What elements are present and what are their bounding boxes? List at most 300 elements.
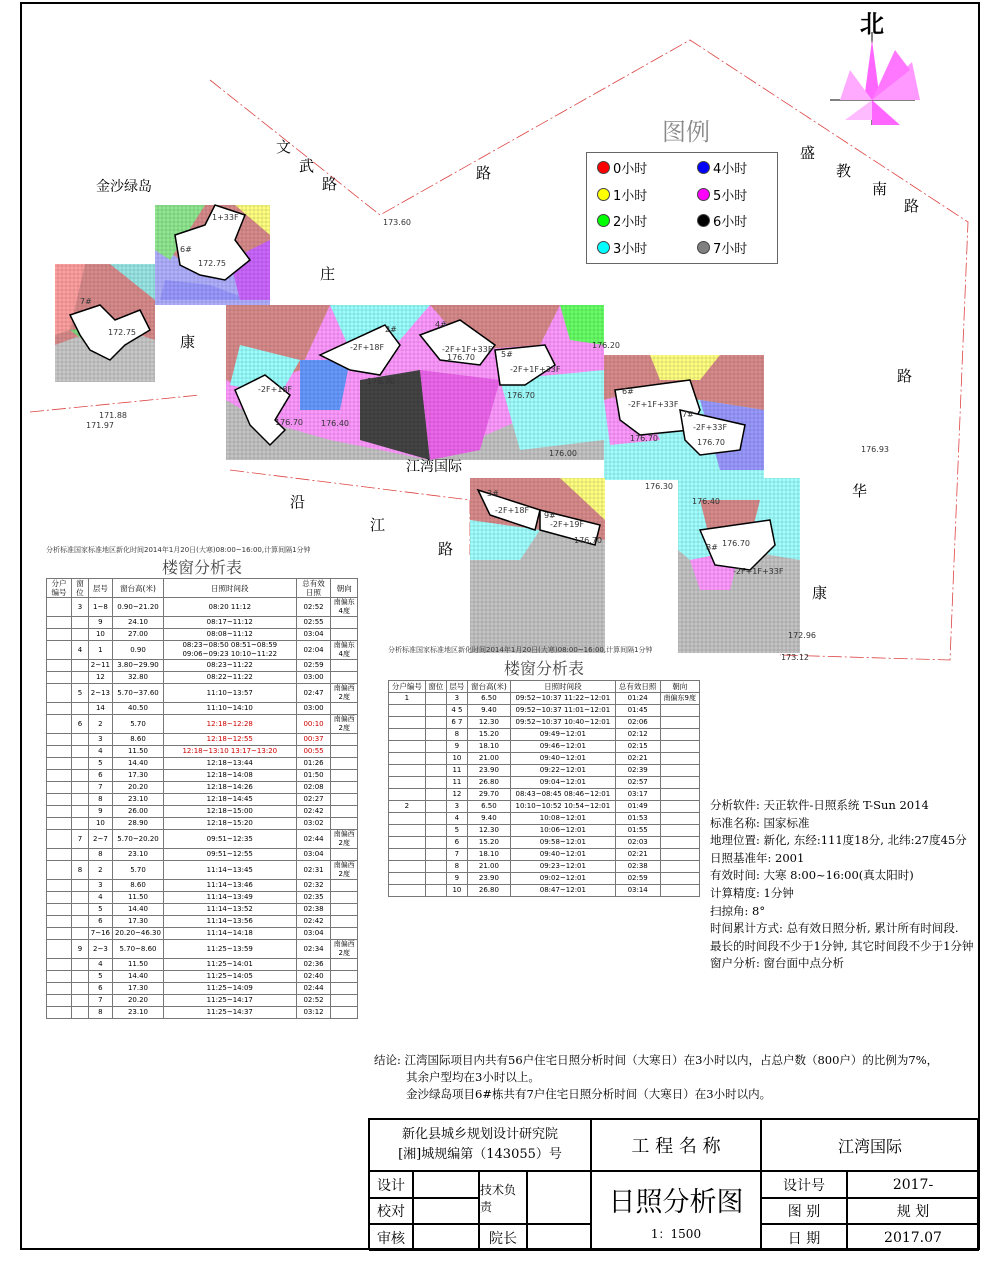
road-label: 教: [836, 162, 852, 180]
table-cell: 3: [72, 598, 89, 617]
table-row: [47, 818, 358, 830]
table-cell: 09:51~12:55: [163, 849, 296, 861]
place-label: 江湾国际: [406, 459, 462, 475]
table-row: [47, 703, 358, 715]
table-cell: 09:02~12:01: [510, 873, 615, 885]
storey-label: -2F+18F: [258, 385, 293, 394]
color-swatch-icon: [697, 241, 710, 254]
table-cell: [425, 813, 446, 825]
road-label: 南: [872, 180, 888, 198]
building-number: 7#: [682, 410, 694, 419]
table-cell: [331, 880, 358, 892]
table-cell: 02:44: [296, 830, 331, 849]
table-cell: 11:25~14:05: [163, 971, 296, 983]
date-label: 日 期: [761, 1224, 847, 1251]
building-number: 9#: [544, 511, 556, 520]
table-cell: 6.50: [467, 801, 510, 813]
legend-item: 2小时: [597, 211, 647, 230]
table-cell: 8: [88, 1007, 112, 1019]
table-cell: 5: [88, 904, 112, 916]
building-number: 7#: [80, 297, 92, 306]
table-cell: 4: [88, 959, 112, 971]
table-cell: [389, 837, 426, 849]
review-label: 审核: [369, 1224, 413, 1251]
storey-label: 1+33F: [212, 213, 239, 222]
table-cell: [389, 789, 426, 801]
table-cell: [47, 641, 72, 660]
table-cell: [425, 765, 446, 777]
elevation-label: 176.93: [861, 445, 889, 454]
table-cell: 14.40: [113, 971, 164, 983]
table-cell: 02:47: [296, 684, 331, 703]
table-cell: [47, 983, 72, 995]
table-cell: [47, 746, 72, 758]
table-cell: [47, 598, 72, 617]
table-cell: [389, 777, 426, 789]
review-signature: [413, 1224, 479, 1251]
elevation-label: 176.70: [722, 539, 750, 548]
table-cell: [425, 705, 446, 717]
table-row: [47, 794, 358, 806]
table-cell: 08:47~12:01: [510, 885, 615, 897]
table-cell: 3.80~29.90: [113, 660, 164, 672]
table-cell: [331, 758, 358, 770]
table-cell: 10: [88, 629, 112, 641]
table-row: [389, 813, 700, 825]
table-row: [389, 873, 700, 885]
check-signature: [413, 1198, 479, 1224]
table-cell: [72, 770, 89, 782]
table-row: [47, 782, 358, 794]
table-cell: [660, 705, 699, 717]
table-row: [47, 916, 358, 928]
table-cell: 12:18~13:44: [163, 758, 296, 770]
table-cell: [389, 729, 426, 741]
table-cell: 02:12: [615, 729, 660, 741]
table-cell: [331, 660, 358, 672]
table-cell: 6: [88, 770, 112, 782]
table-cell: 08:17~11:12: [163, 617, 296, 629]
table-cell: 7: [88, 782, 112, 794]
table-cell: 7: [446, 849, 467, 861]
table-cell: 6: [88, 983, 112, 995]
table-cell: 02:21: [615, 753, 660, 765]
table-cell: 9: [446, 873, 467, 885]
table-cell: [389, 765, 426, 777]
table-cell: 02:31: [296, 861, 331, 880]
table-row: [389, 777, 700, 789]
road-label: 武: [299, 157, 315, 175]
table-cell: 09:52~10:37 11:22~12:01: [510, 693, 615, 705]
table-cell: [72, 818, 89, 830]
table-row: [47, 598, 358, 617]
column-header: 日照时间段: [163, 579, 296, 598]
storey-label: -2F+18F: [350, 343, 385, 352]
table-cell: 10: [88, 818, 112, 830]
storey-label: -2F+1F+33F: [510, 365, 561, 374]
table-cell: [331, 746, 358, 758]
table-cell: 02:44: [296, 983, 331, 995]
table-cell: 8: [88, 794, 112, 806]
table-row: [47, 880, 358, 892]
table-cell: [47, 861, 72, 880]
column-header: 窗位: [72, 579, 89, 598]
table-cell: [425, 753, 446, 765]
table-cell: 8.60: [113, 734, 164, 746]
drawing-scale: 1：1500: [650, 1227, 702, 1241]
table-cell: 23.10: [113, 794, 164, 806]
table-cell: 11:25~14:01: [163, 959, 296, 971]
table-cell: 4: [72, 641, 89, 660]
table-cell: 2~3: [88, 940, 112, 959]
param-line: 时间累计方式: 总有效日照分析, 累计所有时间段.: [710, 921, 959, 936]
table-cell: 9: [446, 741, 467, 753]
table-row: [47, 758, 358, 770]
table-cell: [47, 849, 72, 861]
elevation-label: 172.75: [108, 328, 136, 337]
table-cell: 南偏东9度: [660, 693, 699, 705]
table-cell: 11:14~13:45: [163, 861, 296, 880]
table-cell: 南偏东4度: [331, 641, 358, 660]
table-cell: 02:57: [615, 777, 660, 789]
elevation-label: 176.70: [275, 418, 303, 427]
param-line: 分析软件: 天正软件-日照系统 T-Sun 2014: [710, 798, 929, 812]
table-row: [47, 928, 358, 940]
check-label: 校对: [369, 1198, 413, 1224]
director-label: 院长: [479, 1224, 527, 1251]
table-cell: 11: [446, 765, 467, 777]
drawing-title-cell: [591, 1171, 761, 1251]
table-cell: 09:23~12:01: [510, 861, 615, 873]
table-cell: [47, 880, 72, 892]
sunlight-zone-jiangwan: [226, 305, 604, 460]
table-cell: 12: [88, 672, 112, 684]
table-cell: 02:03: [615, 837, 660, 849]
table1-note: 分析标准国家标准地区新化时间2014年1月20日(大寒)08:00~16:00,计算间隔1分钟: [46, 546, 311, 554]
window-analysis-table-2: [388, 680, 700, 897]
table-cell: 21.00: [467, 753, 510, 765]
table-cell: 00:37: [296, 734, 331, 746]
table-cell: 2~7: [88, 830, 112, 849]
legend-item: 7小时: [697, 238, 747, 257]
table-cell: 09:51~12:35: [163, 830, 296, 849]
table-row: [389, 801, 700, 813]
table-cell: 32.80: [113, 672, 164, 684]
road-label: 路: [438, 540, 454, 558]
table-cell: 3: [88, 880, 112, 892]
table-cell: 2: [88, 715, 112, 734]
table-cell: 南偏西2度: [331, 715, 358, 734]
category-label: 图 别: [761, 1198, 847, 1224]
conclusion-line: 其余户型均在3小时以上。: [406, 1070, 540, 1084]
table-cell: [331, 672, 358, 684]
table-cell: 08:23~11:22: [163, 660, 296, 672]
table-cell: 6: [72, 715, 89, 734]
table-cell: 6 7: [446, 717, 467, 729]
table-cell: 02:59: [615, 873, 660, 885]
table-cell: 02:27: [296, 794, 331, 806]
table-cell: [331, 782, 358, 794]
table-cell: 10:10~10:52 10:54~12:01: [510, 801, 615, 813]
table-cell: [47, 995, 72, 1007]
table-row: [389, 789, 700, 801]
table-cell: 02:08: [296, 782, 331, 794]
table-cell: [47, 818, 72, 830]
category: 规 划: [847, 1198, 979, 1224]
table-cell: 02:40: [296, 971, 331, 983]
table-cell: [425, 693, 446, 705]
color-swatch-icon: [597, 188, 610, 201]
table-cell: [389, 717, 426, 729]
elevation-label: 176.70: [447, 353, 475, 362]
table-cell: 09:58~12:01: [510, 837, 615, 849]
table-cell: 8.60: [113, 880, 164, 892]
table-cell: 03:02: [296, 818, 331, 830]
table-cell: 11:14~13:46: [163, 880, 296, 892]
table-row: [47, 861, 358, 880]
table-cell: 3: [446, 801, 467, 813]
table-cell: 5.70: [113, 715, 164, 734]
table-cell: 02:21: [615, 849, 660, 861]
elevation-label: 173.12: [781, 653, 809, 662]
table-cell: 02:52: [296, 995, 331, 1007]
design-no-label: 设计号: [761, 1171, 847, 1198]
table-row: [47, 684, 358, 703]
color-swatch-icon: [697, 188, 710, 201]
table-cell: [425, 825, 446, 837]
table-cell: [425, 837, 446, 849]
table-row: [389, 705, 700, 717]
table-cell: 3: [88, 734, 112, 746]
table-cell: [331, 983, 358, 995]
column-header: 朝向: [660, 681, 699, 693]
legend-item: 0小时: [597, 158, 647, 177]
table-row: [47, 1007, 358, 1019]
table-cell: 2~13: [88, 684, 112, 703]
column-header: 日照时间段: [510, 681, 615, 693]
table-cell: 11:10~14:10: [163, 703, 296, 715]
table-cell: [47, 660, 72, 672]
table-cell: [660, 741, 699, 753]
table-cell: 12:18~14:08: [163, 770, 296, 782]
table-cell: 1~8: [88, 598, 112, 617]
table-cell: 9: [72, 940, 89, 959]
window-analysis-table-1: [46, 578, 358, 1019]
table-cell: 01:50: [296, 770, 331, 782]
table-cell: [331, 703, 358, 715]
table-cell: [660, 813, 699, 825]
legend-item: 5小时: [697, 185, 747, 204]
table-cell: 6: [446, 837, 467, 849]
table-cell: [331, 959, 358, 971]
table-cell: 09:52~10:37 10:40~12:01: [510, 717, 615, 729]
table-cell: [72, 703, 89, 715]
table-cell: 03:00: [296, 672, 331, 684]
building-number: 8#: [706, 543, 718, 552]
table-cell: 12: [446, 789, 467, 801]
table-cell: 08:22~11:22: [163, 672, 296, 684]
table-cell: [660, 873, 699, 885]
table-cell: [389, 885, 426, 897]
table-cell: [331, 1007, 358, 1019]
table-cell: 12:18~15:20: [163, 818, 296, 830]
table-row: [389, 741, 700, 753]
table-cell: [47, 770, 72, 782]
table-cell: 11:25~14:17: [163, 995, 296, 1007]
table-cell: [72, 904, 89, 916]
table-cell: 12:18~15:00: [163, 806, 296, 818]
table-cell: 11.50: [113, 892, 164, 904]
table-cell: 09:49~12:01: [510, 729, 615, 741]
table-cell: 01:24: [615, 693, 660, 705]
column-header: 总有效日照: [296, 579, 331, 598]
table-cell: [331, 770, 358, 782]
storey-label: -2F+1F+33F: [733, 567, 784, 576]
table-cell: 02:36: [296, 959, 331, 971]
table-cell: 南偏西2度: [331, 830, 358, 849]
table-cell: 2: [88, 861, 112, 880]
column-header: 窗台高(米): [467, 681, 510, 693]
table-row: [47, 849, 358, 861]
table-cell: 南偏西2度: [331, 861, 358, 880]
table-cell: 南偏西2度: [331, 684, 358, 703]
table-cell: [47, 1007, 72, 1019]
table-cell: 08:43~08:45 08:46~12:01: [510, 789, 615, 801]
elevation-label: 176.70: [574, 536, 602, 545]
elevation-label: 176.20: [592, 341, 620, 350]
table-cell: [47, 715, 72, 734]
design-no: 2017-: [847, 1171, 979, 1198]
table-cell: [660, 765, 699, 777]
table-cell: 02:52: [296, 598, 331, 617]
table-cell: 11:14~14:18: [163, 928, 296, 940]
table-cell: [72, 916, 89, 928]
institute-name: 新化县城乡规划设计研究院: [401, 1127, 558, 1142]
table-cell: 03:17: [615, 789, 660, 801]
legend-title: 图例: [662, 118, 710, 146]
table-cell: 09:40~12:01: [510, 849, 615, 861]
table-cell: [331, 617, 358, 629]
table-cell: [425, 873, 446, 885]
table-cell: 02:39: [615, 765, 660, 777]
legend: [586, 152, 778, 264]
table-cell: 9: [88, 806, 112, 818]
table-row: [389, 765, 700, 777]
column-header: 层号: [446, 681, 467, 693]
table-cell: [331, 734, 358, 746]
director-signature: [527, 1224, 591, 1251]
north-label: 北: [860, 9, 884, 38]
table-cell: [389, 825, 426, 837]
table-cell: 2~11: [88, 660, 112, 672]
table-cell: 8: [446, 729, 467, 741]
table-cell: 南偏东4度: [331, 598, 358, 617]
table-cell: 7: [88, 995, 112, 1007]
table-cell: [331, 818, 358, 830]
table-cell: [47, 928, 72, 940]
table-cell: 02:35: [296, 892, 331, 904]
drawing-title: 日照分析图: [608, 1187, 744, 1218]
param-line: 地理位置: 新化, 东经:111度18分, 北纬:27度45分: [710, 833, 967, 848]
table-cell: 09:22~12:01: [510, 765, 615, 777]
institute-cell: [369, 1119, 591, 1171]
table-cell: 11:10~13:57: [163, 684, 296, 703]
table-cell: [389, 873, 426, 885]
legend-item: 1小时: [597, 185, 647, 204]
table-cell: 12:18~14:45: [163, 794, 296, 806]
table-cell: [47, 830, 72, 849]
table-cell: 5.70~37.60: [113, 684, 164, 703]
table-cell: 5: [88, 758, 112, 770]
table-row: [47, 660, 358, 672]
table-cell: [331, 995, 358, 1007]
table-cell: [660, 825, 699, 837]
table-cell: 11:25~14:37: [163, 1007, 296, 1019]
storey-label: -2F+1F+33F: [442, 345, 493, 354]
table-cell: [47, 758, 72, 770]
color-swatch-icon: [597, 214, 610, 227]
road-label: 康: [180, 333, 196, 351]
road-label: 华: [852, 482, 868, 500]
table-cell: [72, 734, 89, 746]
table-row: [389, 861, 700, 873]
table-cell: [660, 753, 699, 765]
table-row: [47, 715, 358, 734]
table-cell: [47, 672, 72, 684]
table-cell: [47, 734, 72, 746]
table-cell: 09:52~10:37 11:01~12:01: [510, 705, 615, 717]
param-line: 最长的时间段不少于1分钟, 其它时间段不少于1分钟: [710, 938, 974, 953]
table-cell: 08:20 11:12: [163, 598, 296, 617]
table-cell: 18.10: [467, 741, 510, 753]
table-cell: 03:14: [615, 885, 660, 897]
param-line: 标准名称: 国家标准: [710, 815, 810, 830]
table-cell: 28.90: [113, 818, 164, 830]
design-label: 设计: [369, 1171, 413, 1198]
building-number: 6#: [622, 387, 634, 396]
elevation-label: 176.30: [645, 482, 673, 491]
table-cell: 5: [72, 684, 89, 703]
table-cell: 02:06: [615, 717, 660, 729]
table-cell: [331, 849, 358, 861]
table-cell: [47, 629, 72, 641]
table-cell: [72, 758, 89, 770]
table-cell: [47, 782, 72, 794]
column-header: 窗台高(米): [113, 579, 164, 598]
table-cell: [47, 892, 72, 904]
table-cell: 1: [88, 641, 112, 660]
table-cell: 6: [88, 916, 112, 928]
table-row: [389, 849, 700, 861]
table-cell: [47, 617, 72, 629]
table-cell: [72, 629, 89, 641]
table-cell: [331, 629, 358, 641]
legend-item: 4小时: [697, 158, 747, 177]
table-cell: 11.50: [113, 746, 164, 758]
table-cell: [425, 849, 446, 861]
elevation-label: 176.70: [507, 391, 535, 400]
table-cell: 9: [88, 617, 112, 629]
building-number: 5#: [501, 350, 513, 359]
project-name: 江湾国际: [761, 1119, 979, 1171]
table-cell: [331, 971, 358, 983]
color-swatch-icon: [597, 161, 610, 174]
table-cell: 南偏西2度: [331, 940, 358, 959]
table-cell: 01:45: [615, 705, 660, 717]
building-number: 3#: [487, 489, 499, 498]
table-row: [389, 717, 700, 729]
table-row: [47, 629, 358, 641]
